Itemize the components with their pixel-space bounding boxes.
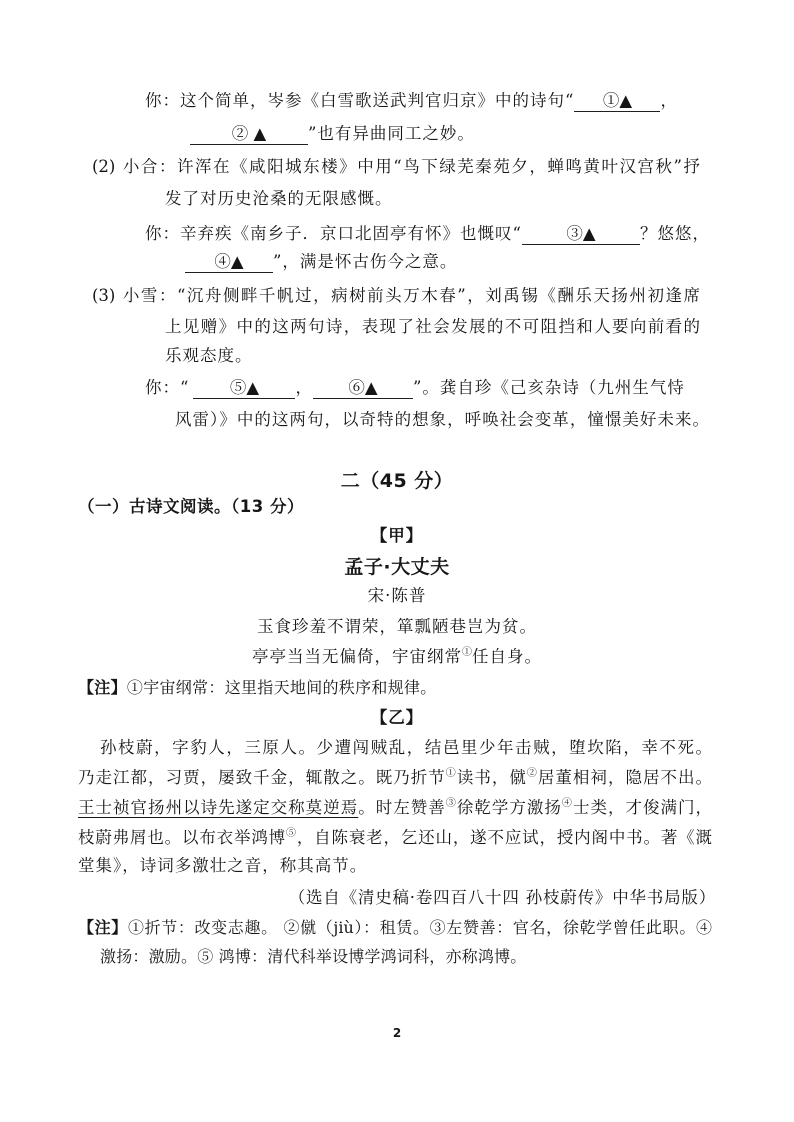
speaker-label: 小雪： bbox=[121, 286, 177, 305]
speaker-label: 你： bbox=[145, 224, 180, 243]
note-text: ①宇宙纲常：这里指天地间的秩序和规律。 bbox=[126, 678, 437, 697]
note-label: 【注】 bbox=[78, 918, 128, 937]
question-text: 许浑在《咸阳城东楼》中用“鸟下绿芜秦苑夕，蝉鸣黄叶汉宫秋”抒 bbox=[176, 157, 700, 176]
q2-reply-line-2 bbox=[185, 250, 457, 274]
reply-text: ”，满是怀古伤今之意。 bbox=[273, 252, 458, 271]
passage-line bbox=[78, 796, 712, 820]
answer-blank-1: ①▲ bbox=[574, 91, 660, 112]
passage-text: 乃走江都，习贾，屡致千金，辄散之。既乃折节 bbox=[78, 768, 446, 787]
speaker-label: 你： bbox=[145, 91, 180, 110]
passage-text: 士类，才俊满门， bbox=[572, 798, 713, 817]
text-jia-label: 【甲】 bbox=[370, 526, 424, 545]
passage-text: 。时左赞善 bbox=[358, 798, 446, 817]
verse-text: 任自身。 bbox=[472, 647, 542, 666]
question-number: (3) bbox=[92, 286, 116, 305]
passage-line bbox=[78, 766, 712, 790]
note-marker: ③ bbox=[445, 798, 457, 809]
reply-text: ”。龚自珍《己亥杂诗（九州生气恃 bbox=[412, 378, 685, 397]
passage-text: 读书，僦 bbox=[456, 768, 527, 787]
speaker-label: 你： bbox=[145, 378, 180, 397]
q3-reply-line-2: 风雷）》中的这两句，以奇特的想象，呼唤社会变革，憧憬美好未来。 bbox=[175, 410, 709, 429]
passage-line: 孙枝蔚，字豹人，三原人。少遭闯贼乱，结邑里少年击贼，堕坎陷，幸不死。 bbox=[100, 738, 712, 757]
poem-author: 宋·陈普 bbox=[367, 586, 427, 605]
speaker-label: 小合： bbox=[121, 157, 177, 176]
q1-reply-line-1 bbox=[145, 89, 678, 113]
note-text: ①折节：改变志趣。 ②僦（jiù）：租赁。③左赞善：官名，徐乾学曾任此职。④ bbox=[127, 918, 712, 937]
q3-line-2: 上见赠》中的这两句诗，表现了社会发展的不可阻挡和人要向前看的 bbox=[165, 317, 700, 336]
poem-verse-1: 玉食珍羞不谓荣，箪瓢陋巷岂为贫。 bbox=[257, 617, 537, 636]
reply-text: “ bbox=[180, 378, 190, 397]
note-label: 【注】 bbox=[78, 678, 127, 697]
note-marker: ⑤ bbox=[286, 828, 297, 839]
reply-text: ”也有异曲同工之妙。 bbox=[308, 124, 475, 143]
section-heading: （一）古诗文阅读。（13 分） bbox=[78, 497, 304, 516]
reply-text: ， bbox=[295, 378, 313, 397]
answer-blank-2: ② ▲ bbox=[190, 124, 308, 145]
passage-source: （选自《清史稿·卷四百八十四 孙枝蔚传》中华书局版） bbox=[288, 888, 716, 907]
passage-notes-line-1 bbox=[78, 916, 712, 940]
question-text: “沉舟侧畔千帆过，病树前头万木春”，刘禹锡《酬乐天扬州初逢席 bbox=[176, 286, 700, 305]
passage-text: 徐乾学方激扬 bbox=[456, 798, 562, 817]
part-two-heading: 二（45 分） bbox=[340, 470, 454, 492]
reply-text: ？悠悠， bbox=[639, 224, 710, 243]
answer-blank-4: ④▲ bbox=[185, 252, 273, 273]
reply-text: 这个简单，岑参《白雪歌送武判官归京》中的诗句“ bbox=[180, 91, 575, 110]
answer-blank-3: ③▲ bbox=[522, 224, 640, 245]
reply-text: ， bbox=[660, 91, 678, 110]
page-number: 2 bbox=[392, 1026, 402, 1040]
poem-verse-2 bbox=[0, 645, 794, 669]
q2-line-1 bbox=[92, 155, 700, 179]
note-marker: ④ bbox=[561, 798, 573, 809]
question-number: (2) bbox=[92, 157, 116, 176]
q1-reply-line-2 bbox=[190, 122, 475, 146]
passage-text: 居董相祠，隐居不出。 bbox=[537, 768, 713, 787]
poem-note bbox=[78, 676, 437, 700]
q3-reply-line-1 bbox=[145, 376, 685, 400]
passage-line bbox=[78, 826, 712, 850]
text-yi-label: 【乙】 bbox=[370, 708, 424, 727]
passage-line: 堂集》，诗词多激壮之音，称其高节。 bbox=[78, 856, 368, 875]
poem-title: 孟子·大丈夫 bbox=[344, 556, 450, 578]
verse-text: 亭亭当当无偏倚，宇宙纲常 bbox=[252, 647, 462, 666]
underlined-sentence: 王士祯官扬州以诗先遂定交称莫逆焉 bbox=[78, 798, 359, 817]
q3-line-1 bbox=[92, 284, 700, 308]
q2-reply-line-1 bbox=[145, 222, 710, 246]
note-marker: ① bbox=[445, 768, 457, 779]
answer-blank-5: ⑤▲ bbox=[193, 378, 295, 399]
reply-text: 辛弃疾《南乡子．京口北固亭有怀》也慨叹“ bbox=[180, 224, 522, 243]
note-marker: ① bbox=[462, 647, 472, 658]
passage-text: ，自陈衰老，乞还山，遂不应试，授内阁中书。著《溉 bbox=[296, 828, 713, 847]
answer-blank-6: ⑥▲ bbox=[313, 378, 413, 399]
q2-line-2: 发了对历史沧桑的无限感慨。 bbox=[165, 189, 393, 208]
q3-line-3: 乐观态度。 bbox=[165, 346, 253, 365]
passage-notes-line-2: 激扬：激励。⑤ 鸿博：清代科举设博学鸿词科，亦称鸿博。 bbox=[100, 947, 527, 966]
note-marker: ② bbox=[526, 768, 538, 779]
passage-text: 枝蔚弗屑也。以布衣举鸿博 bbox=[78, 828, 286, 847]
